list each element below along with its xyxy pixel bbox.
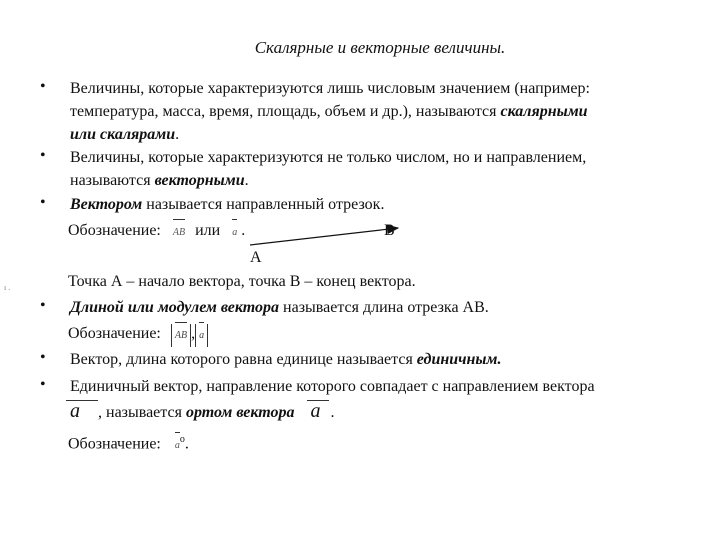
bullet-5-text: Вектор, длина которого равна единице называется единичным. [70,351,502,368]
bullet-6-text: Единичный вектор, направление которого совпадает с направлением вектора [70,378,595,395]
vector-a-large: a [311,400,321,423]
side-mark: ı . [4,283,11,292]
bullet-dot: • [40,376,46,393]
vector-ab-symbol: AB [173,221,185,244]
bullet-dot: • [40,78,46,95]
vector-a-symbol: a [232,221,237,244]
bullet-6-text-cont: a , называется ортом вектора a . [70,400,335,424]
bullet-dot: • [40,297,46,314]
points-description: Точка А – начало вектора, точка В – конец вектора. [68,273,416,290]
ort-notation: Обозначение: $a^o$. [68,428,189,457]
vector-ab-arrow [250,228,398,245]
bullet-2-text: Величины, которые характеризуются не только числом, но и направлением, называются векторными. [70,149,587,189]
vector-a-large: a [70,400,80,423]
bullet-dot: • [40,349,46,366]
slide-title: Скалярные и векторные величины. [254,38,506,57]
bullet-dot: • [40,194,46,211]
point-b-label: B [384,222,395,239]
ort-symbol: a [175,434,180,457]
bullet-4-text: Длиной или модулем вектора называется длина отрезка АВ. [70,299,489,316]
modulus-ab-symbol: AB [171,324,191,347]
modulus-notation: Обозначение: AB , a [68,322,208,347]
modulus-a-symbol: a [195,324,208,347]
bullet-dot: • [40,147,46,164]
bullet-3-text: Вектором называется направленный отрезок. [70,196,385,213]
notation-line: Обозначение: AB или a . [68,219,245,244]
point-a-label: A [250,249,262,266]
bullet-1-text: Величины, которые характеризуются лишь числовым значением (например: температура, масса, время, площадь, объем и др.), называются скалярными или скалярами. [70,80,590,143]
